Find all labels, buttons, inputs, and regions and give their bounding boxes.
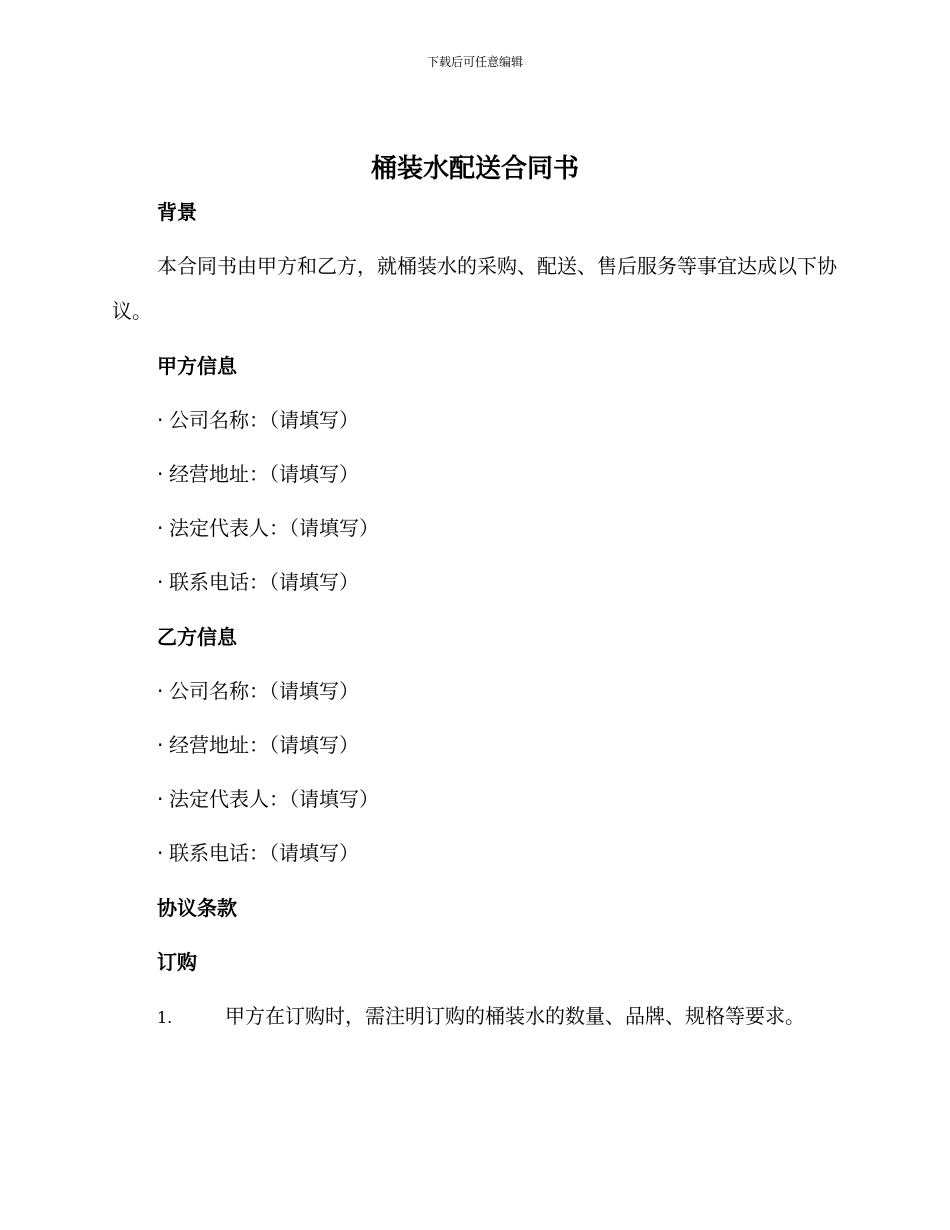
party-b-item-legal-rep: · 法定代表人：（请填写） (157, 787, 379, 811)
party-a-item-address: · 经营地址：（请填写） (157, 462, 359, 486)
party-b-item-address: · 经营地址：（请填写） (157, 733, 359, 757)
party-b-item-company-name: · 公司名称：（请填写） (157, 679, 359, 703)
bullet-dot-icon: · (157, 679, 164, 703)
section-heading-ordering: 订购 (157, 950, 197, 974)
bullet-dot-icon: · (157, 841, 164, 865)
bullet-dot-icon: · (157, 570, 164, 594)
section-heading-background: 背景 (157, 200, 197, 224)
party-b-item-phone: · 联系电话：（请填写） (157, 841, 359, 865)
bullet-dot-icon: · (157, 733, 164, 757)
section-heading-terms: 协议条款 (157, 896, 237, 920)
background-paragraph: 本合同书由甲方和乙方，就桶装水的采购、配送、售后服务等事宜达成以下协议。 (112, 254, 837, 323)
clause-text: 甲方在订购时，需注明订购的桶装水的数量、品牌、规格等要求。 (225, 1004, 805, 1028)
section-heading-party-a: 甲方信息 (157, 354, 237, 378)
bullet-dot-icon: · (157, 516, 164, 540)
bullet-dot-icon: · (157, 787, 164, 811)
party-a-item-company-name: · 公司名称：（请填写） (157, 408, 359, 432)
clause-number: 1. (157, 1008, 173, 1027)
section-heading-party-b: 乙方信息 (157, 625, 237, 649)
document-title: 桶装水配送合同书 (370, 154, 579, 184)
ordering-clause-1 (112, 994, 842, 1040)
party-a-item-legal-rep: · 法定代表人：（请填写） (157, 516, 379, 540)
bullet-dot-icon: · (157, 462, 164, 486)
bullet-dot-icon: · (157, 408, 164, 432)
page-header-note: 下载后可任意编辑 (426, 55, 523, 69)
party-a-item-phone: · 联系电话：（请填写） (157, 570, 359, 594)
